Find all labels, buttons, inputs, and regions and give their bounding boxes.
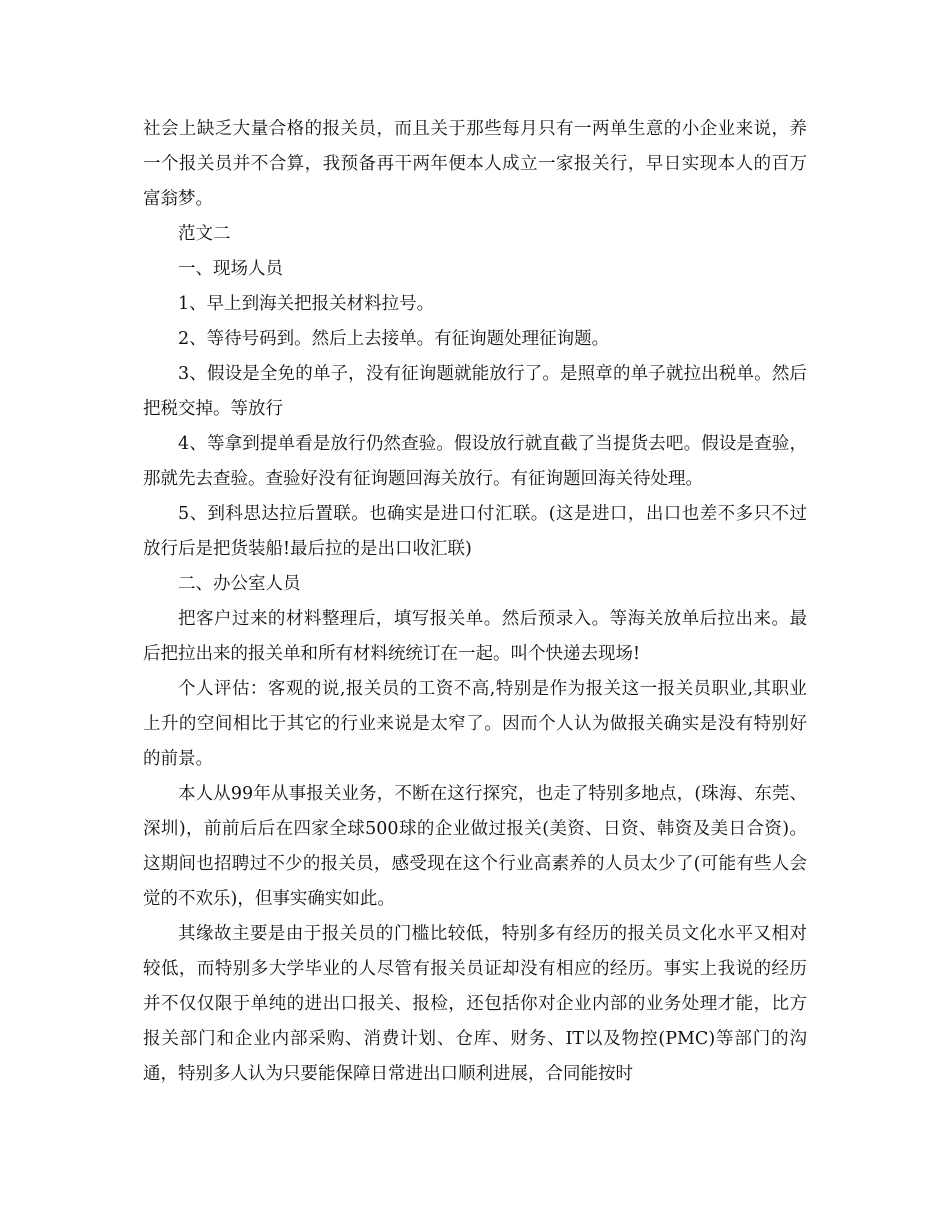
paragraph-personal-evaluation: 个人评估：客观的说,报关员的工资不高,特别是作为报关这一报关员职业,其职业上升的空间相比于其它的行业来说是太窄了。因而个人认为做报关确实是没有特别好的前景。: [143, 679, 807, 769]
paragraph-reasons: 其缘故主要是由于报关员的门槛比较低，特别多有经历的报关员文化水平又相对较低，而特别多大学毕业的人尽管有报关员证却没有相应的经历。事实上我说的经历并不仅仅限于单纯的进出口报关、报检，还包括你对企业内部的业务处理才能，比方报关部门和企业内部采购、消费计划、仓库、财务、IT以及物控(PMC)等部门的沟通，特别多人认为只要能保障日常进出口顺利进展，合同能按时: [143, 924, 807, 1084]
list-item-4: 4、等拿到提单看是放行仍然查验。假设放行就直截了当提货去吧。假设是查验，那就先去查验。查验好没有征询题回海关放行。有征询题回海关待处理。: [143, 434, 807, 489]
section-heading-onsite-staff: 一、现场人员: [178, 259, 283, 279]
paragraph-experience: 本人从99年从事报关业务，不断在这行探究，也走了特别多地点，(珠海、东莞、深圳)，前前后后在四家全球500球的企业做过报关(美资、日资、韩资及美日合资)。这期间也招聘过不少的报关员，感受现在这个行业高素养的人员太少了(可能有些人会觉的不欢乐)，但事实确实如此。: [143, 784, 807, 909]
paragraph-office-workflow: 把客户过来的材料整理后，填写报关单。然后预录入。等海关放单后拉出来。最后把拉出来的报关单和所有材料统统订在一起。叫个快递去现场!: [143, 609, 807, 664]
section-heading-office-staff: 二、办公室人员: [178, 574, 301, 594]
section-heading-fanwen-er: 范文二: [178, 224, 231, 244]
list-item-2: 2、等待号码到。然后上去接单。有征询题处理征询题。: [178, 329, 610, 349]
document-body: [143, 112, 807, 1092]
list-item-3: 3、假设是全免的单子，没有征询题就能放行了。是照章的单子就拉出税单。然后把税交掉。等放行: [143, 364, 807, 419]
paragraph-1: 社会上缺乏大量合格的报关员，而且关于那些每月只有一两单生意的小企业来说，养一个报关员并不合算，我预备再干两年便本人成立一家报关行，早日实现本人的百万富翁梦。: [143, 119, 807, 209]
list-item-1: 1、早上到海关把报关材料拉号。: [178, 294, 435, 314]
list-item-5: 5、到科思达拉后置联。也确实是进口付汇联。(这是进口，出口也差不多只不过放行后是把货装船!最后拉的是出口收汇联): [143, 504, 807, 559]
